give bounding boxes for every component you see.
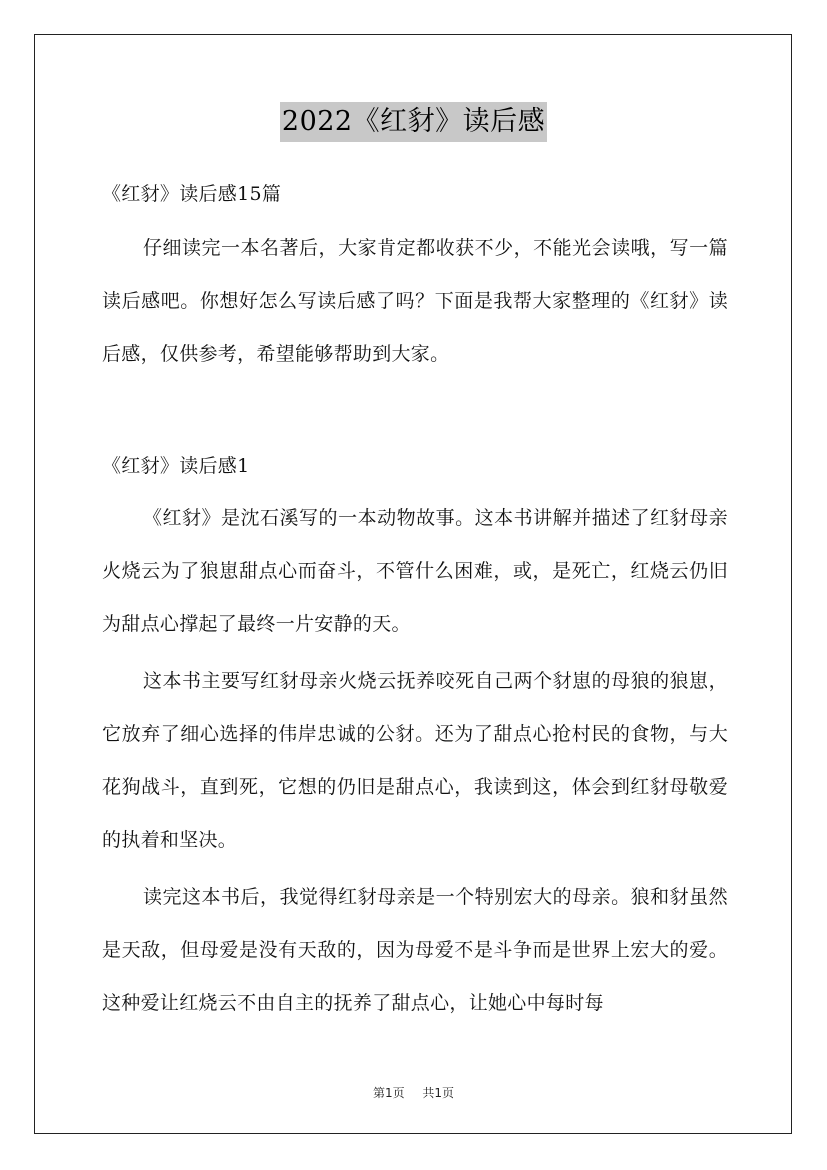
title-container <box>0 102 827 142</box>
body-paragraph: 这本书主要写红豺母亲火烧云抚养咬死自己两个豺崽的母狼的狼崽，它放弃了细心选择的伟岸忠诚的公豺。还为了甜点心抢村民的食物，与大花狗战斗，直到死，它想的仍旧是甜点心，我读到这，体会到红豺母敬爱的执着和坚决。 <box>102 670 728 851</box>
section-heading: 《红豺》读后感1 <box>102 455 250 477</box>
page-number: 第1页 <box>372 1086 405 1100</box>
body-paragraph: 读完这本书后，我觉得红豺母亲是一个特别宏大的母亲。狼和豺虽然是天敌，但母爱是没有天敌的，因为母爱不是斗争而是世界上宏大的爱。这种爱让红烧云不由自主的抚养了甜点心，让她心中每时每 <box>102 886 728 1014</box>
body-paragraph: 《红豺》是沈石溪写的一本动物故事。这本书讲解并描述了红豺母亲火烧云为了狼崽甜点心而奋斗，不管什么困难，或，是死亡，红烧云仍旧为甜点心撑起了最终一片安静的天。 <box>102 507 728 635</box>
page-footer <box>0 1085 827 1101</box>
document-subtitle: 《红豺》读后感15篇 <box>102 183 282 205</box>
intro-paragraph: 仔细读完一本名著后，大家肯定都收获不少，不能光会读哦，写一篇读后感吧。你想好怎么写读后感了吗？下面是我帮大家整理的《红豺》读后感，仅供参考，希望能够帮助到大家。 <box>102 237 728 365</box>
page-total: 共1页 <box>422 1086 455 1100</box>
document-title: 2022《红豺》读后感 <box>280 102 547 142</box>
